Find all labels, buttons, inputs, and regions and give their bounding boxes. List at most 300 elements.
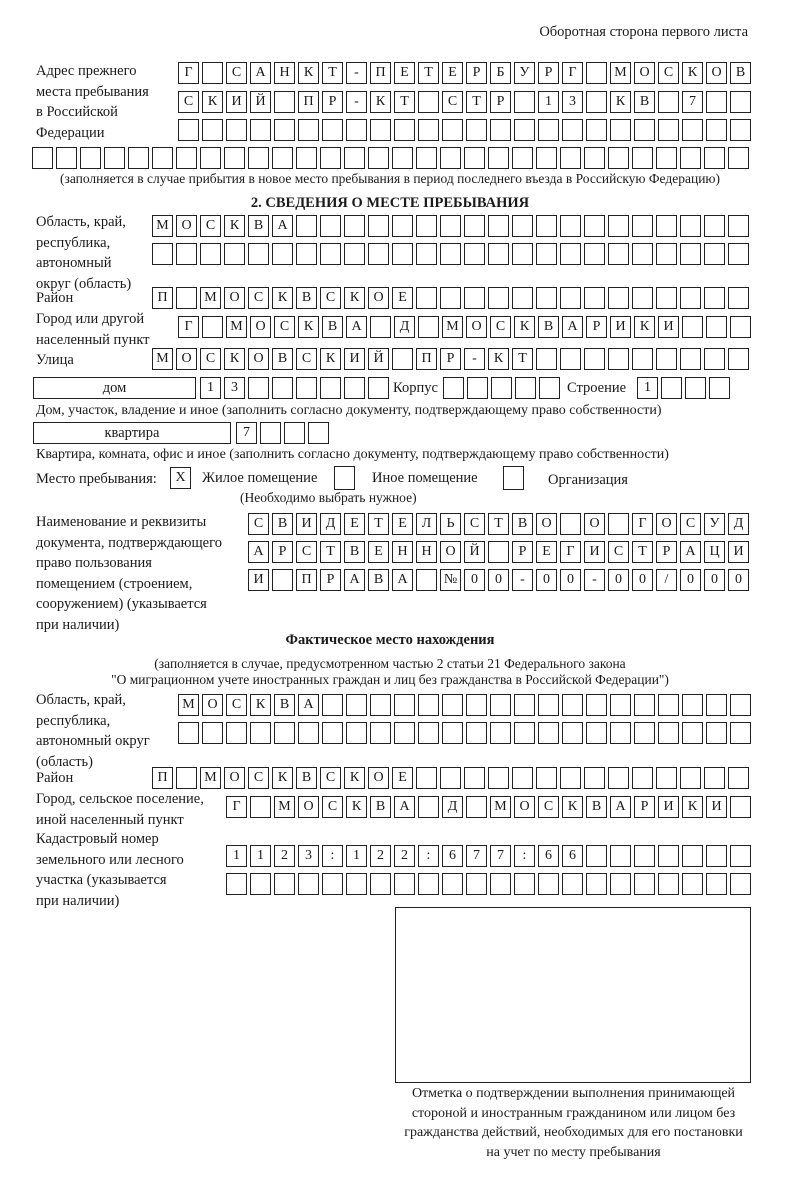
char-cell[interactable]: С <box>226 694 247 716</box>
char-cell[interactable]: А <box>392 569 413 591</box>
char-cell[interactable]: Г <box>178 62 199 84</box>
char-cell[interactable]: Г <box>632 513 653 535</box>
char-cell[interactable] <box>226 873 247 895</box>
char-cell[interactable] <box>704 215 725 237</box>
char-cell[interactable] <box>202 722 223 744</box>
char-cell[interactable] <box>610 873 631 895</box>
char-cell[interactable] <box>370 873 391 895</box>
char-cell[interactable]: 3 <box>562 91 583 113</box>
char-cell[interactable]: М <box>200 767 221 789</box>
char-cell[interactable]: С <box>680 513 701 535</box>
char-cell[interactable] <box>682 694 703 716</box>
char-cell[interactable] <box>560 287 581 309</box>
char-cell[interactable] <box>709 377 730 399</box>
char-cell[interactable] <box>706 91 727 113</box>
char-cell[interactable] <box>394 119 415 141</box>
char-cell[interactable] <box>418 796 439 818</box>
char-cell[interactable] <box>224 243 245 265</box>
char-cell[interactable]: 6 <box>442 845 463 867</box>
char-cell[interactable]: О <box>584 513 605 535</box>
char-cell[interactable]: Й <box>250 91 271 113</box>
char-cell[interactable] <box>488 147 509 169</box>
char-cell[interactable] <box>346 119 367 141</box>
char-cell[interactable] <box>418 91 439 113</box>
char-cell[interactable] <box>560 243 581 265</box>
char-cell[interactable]: 7 <box>236 422 257 444</box>
char-cell[interactable] <box>634 845 655 867</box>
char-cell[interactable]: С <box>320 287 341 309</box>
char-cell[interactable]: Е <box>394 62 415 84</box>
char-cell[interactable] <box>392 348 413 370</box>
char-cell[interactable] <box>416 287 437 309</box>
char-cell[interactable] <box>274 873 295 895</box>
char-cell[interactable] <box>608 348 629 370</box>
char-cell[interactable] <box>272 377 293 399</box>
option-residential-checkbox[interactable]: X <box>170 467 191 489</box>
char-cell[interactable] <box>298 119 319 141</box>
char-cell[interactable] <box>728 215 749 237</box>
char-cell[interactable] <box>610 119 631 141</box>
char-cell[interactable] <box>322 694 343 716</box>
char-cell[interactable]: К <box>202 91 223 113</box>
char-cell[interactable]: 0 <box>464 569 485 591</box>
char-cell[interactable] <box>608 147 629 169</box>
char-cell[interactable] <box>248 147 269 169</box>
char-cell[interactable]: Д <box>394 316 415 338</box>
char-cell[interactable]: Т <box>320 541 341 563</box>
char-cell[interactable] <box>104 147 125 169</box>
char-cell[interactable] <box>250 796 271 818</box>
char-cell[interactable] <box>418 694 439 716</box>
char-cell[interactable] <box>344 147 365 169</box>
char-cell[interactable] <box>488 287 509 309</box>
char-cell[interactable]: Р <box>634 796 655 818</box>
char-cell[interactable] <box>514 91 535 113</box>
char-cell[interactable] <box>656 243 677 265</box>
char-cell[interactable]: Й <box>368 348 389 370</box>
char-cell[interactable]: И <box>706 796 727 818</box>
char-cell[interactable] <box>586 91 607 113</box>
char-cell[interactable] <box>296 377 317 399</box>
char-cell[interactable] <box>202 62 223 84</box>
char-cell[interactable] <box>512 215 533 237</box>
char-cell[interactable]: О <box>176 348 197 370</box>
char-cell[interactable] <box>586 722 607 744</box>
char-cell[interactable] <box>608 215 629 237</box>
char-cell[interactable]: К <box>610 91 631 113</box>
char-cell[interactable]: Е <box>392 287 413 309</box>
char-cell[interactable] <box>608 243 629 265</box>
char-cell[interactable] <box>250 119 271 141</box>
char-cell[interactable]: Е <box>344 513 365 535</box>
char-cell[interactable]: 0 <box>680 569 701 591</box>
char-cell[interactable]: 7 <box>466 845 487 867</box>
char-cell[interactable]: : <box>514 845 535 867</box>
char-cell[interactable] <box>730 91 751 113</box>
char-cell[interactable]: М <box>610 62 631 84</box>
char-cell[interactable] <box>685 377 706 399</box>
option-organization-checkbox[interactable] <box>503 466 524 490</box>
char-cell[interactable]: Д <box>728 513 749 535</box>
char-cell[interactable] <box>440 147 461 169</box>
char-cell[interactable] <box>320 377 341 399</box>
char-cell[interactable] <box>514 722 535 744</box>
char-cell[interactable] <box>658 845 679 867</box>
char-cell[interactable] <box>272 569 293 591</box>
char-cell[interactable]: С <box>248 287 269 309</box>
char-cell[interactable]: О <box>656 513 677 535</box>
char-cell[interactable] <box>394 873 415 895</box>
char-cell[interactable]: А <box>394 796 415 818</box>
char-cell[interactable] <box>368 147 389 169</box>
char-cell[interactable] <box>418 316 439 338</box>
char-cell[interactable]: И <box>658 316 679 338</box>
char-cell[interactable]: Р <box>490 91 511 113</box>
char-cell[interactable]: Е <box>368 541 389 563</box>
char-cell[interactable] <box>658 722 679 744</box>
char-cell[interactable]: О <box>202 694 223 716</box>
char-cell[interactable]: 2 <box>370 845 391 867</box>
char-cell[interactable] <box>394 694 415 716</box>
char-cell[interactable]: С <box>608 541 629 563</box>
char-cell[interactable] <box>274 91 295 113</box>
char-cell[interactable]: Т <box>394 91 415 113</box>
char-cell[interactable] <box>656 767 677 789</box>
char-cell[interactable] <box>658 119 679 141</box>
char-cell[interactable]: - <box>346 62 367 84</box>
char-cell[interactable]: Т <box>632 541 653 563</box>
char-cell[interactable] <box>464 767 485 789</box>
char-cell[interactable]: С <box>658 62 679 84</box>
char-cell[interactable]: Й <box>464 541 485 563</box>
char-cell[interactable]: 1 <box>637 377 658 399</box>
char-cell[interactable] <box>224 147 245 169</box>
char-cell[interactable]: И <box>296 513 317 535</box>
char-cell[interactable] <box>610 845 631 867</box>
char-cell[interactable] <box>80 147 101 169</box>
char-cell[interactable]: В <box>322 316 343 338</box>
char-cell[interactable]: Р <box>512 541 533 563</box>
char-cell[interactable]: О <box>250 316 271 338</box>
char-cell[interactable]: 6 <box>538 845 559 867</box>
char-cell[interactable] <box>536 348 557 370</box>
char-cell[interactable] <box>634 119 655 141</box>
char-cell[interactable] <box>368 215 389 237</box>
char-cell[interactable] <box>560 215 581 237</box>
char-cell[interactable] <box>440 287 461 309</box>
char-cell[interactable] <box>176 243 197 265</box>
char-cell[interactable] <box>706 722 727 744</box>
char-cell[interactable] <box>680 767 701 789</box>
char-cell[interactable]: С <box>248 767 269 789</box>
char-cell[interactable]: Т <box>466 91 487 113</box>
char-cell[interactable] <box>440 243 461 265</box>
char-cell[interactable] <box>392 215 413 237</box>
char-cell[interactable] <box>440 767 461 789</box>
char-cell[interactable] <box>680 348 701 370</box>
char-cell[interactable] <box>706 845 727 867</box>
char-cell[interactable] <box>128 147 149 169</box>
char-cell[interactable]: К <box>250 694 271 716</box>
char-cell[interactable]: С <box>490 316 511 338</box>
char-cell[interactable] <box>514 873 535 895</box>
char-cell[interactable]: К <box>224 215 245 237</box>
char-cell[interactable] <box>490 873 511 895</box>
char-cell[interactable] <box>584 287 605 309</box>
char-cell[interactable] <box>704 243 725 265</box>
char-cell[interactable] <box>442 694 463 716</box>
char-cell[interactable] <box>680 215 701 237</box>
char-cell[interactable] <box>538 119 559 141</box>
char-cell[interactable] <box>176 147 197 169</box>
char-cell[interactable]: Р <box>656 541 677 563</box>
char-cell[interactable]: 2 <box>394 845 415 867</box>
char-cell[interactable] <box>296 147 317 169</box>
char-cell[interactable] <box>538 694 559 716</box>
char-cell[interactable]: А <box>298 694 319 716</box>
char-cell[interactable] <box>346 722 367 744</box>
char-cell[interactable] <box>728 348 749 370</box>
char-cell[interactable] <box>512 243 533 265</box>
char-cell[interactable]: Г <box>226 796 247 818</box>
char-cell[interactable]: А <box>272 215 293 237</box>
char-cell[interactable]: Т <box>418 62 439 84</box>
char-cell[interactable] <box>298 722 319 744</box>
char-cell[interactable] <box>730 119 751 141</box>
char-cell[interactable]: С <box>322 796 343 818</box>
char-cell[interactable] <box>706 873 727 895</box>
char-cell[interactable] <box>515 377 536 399</box>
char-cell[interactable]: 3 <box>224 377 245 399</box>
char-cell[interactable]: Г <box>560 541 581 563</box>
char-cell[interactable] <box>200 243 221 265</box>
char-cell[interactable]: Г <box>178 316 199 338</box>
char-cell[interactable] <box>682 119 703 141</box>
char-cell[interactable] <box>490 694 511 716</box>
char-cell[interactable]: А <box>680 541 701 563</box>
char-cell[interactable] <box>418 722 439 744</box>
char-cell[interactable]: В <box>272 348 293 370</box>
char-cell[interactable] <box>466 796 487 818</box>
char-cell[interactable]: Ь <box>440 513 461 535</box>
char-cell[interactable]: Т <box>322 62 343 84</box>
char-cell[interactable]: В <box>538 316 559 338</box>
char-cell[interactable]: В <box>296 287 317 309</box>
char-cell[interactable] <box>416 147 437 169</box>
char-cell[interactable]: Р <box>320 569 341 591</box>
char-cell[interactable]: М <box>200 287 221 309</box>
char-cell[interactable]: 1 <box>346 845 367 867</box>
char-cell[interactable] <box>728 767 749 789</box>
char-cell[interactable]: : <box>418 845 439 867</box>
char-cell[interactable]: С <box>296 541 317 563</box>
char-cell[interactable]: Е <box>392 513 413 535</box>
char-cell[interactable]: У <box>514 62 535 84</box>
char-cell[interactable] <box>370 694 391 716</box>
char-cell[interactable] <box>320 147 341 169</box>
char-cell[interactable] <box>584 243 605 265</box>
char-cell[interactable]: С <box>296 348 317 370</box>
char-cell[interactable]: К <box>320 348 341 370</box>
char-cell[interactable]: А <box>248 541 269 563</box>
char-cell[interactable] <box>442 119 463 141</box>
char-cell[interactable] <box>728 243 749 265</box>
char-cell[interactable] <box>491 377 512 399</box>
char-cell[interactable] <box>322 873 343 895</box>
char-cell[interactable]: В <box>512 513 533 535</box>
char-cell[interactable]: Р <box>466 62 487 84</box>
char-cell[interactable] <box>560 513 581 535</box>
char-cell[interactable]: А <box>562 316 583 338</box>
char-cell[interactable] <box>248 377 269 399</box>
char-cell[interactable] <box>488 215 509 237</box>
char-cell[interactable]: 7 <box>490 845 511 867</box>
char-cell[interactable] <box>418 119 439 141</box>
char-cell[interactable] <box>464 243 485 265</box>
char-cell[interactable]: 7 <box>682 91 703 113</box>
char-cell[interactable] <box>298 873 319 895</box>
char-cell[interactable]: 0 <box>728 569 749 591</box>
char-cell[interactable] <box>272 147 293 169</box>
char-cell[interactable] <box>512 767 533 789</box>
char-cell[interactable]: О <box>514 796 535 818</box>
char-cell[interactable] <box>536 215 557 237</box>
char-cell[interactable] <box>560 767 581 789</box>
char-cell[interactable]: Р <box>586 316 607 338</box>
char-cell[interactable] <box>322 722 343 744</box>
char-cell[interactable]: И <box>226 91 247 113</box>
char-cell[interactable] <box>562 119 583 141</box>
char-cell[interactable] <box>488 243 509 265</box>
char-cell[interactable]: 2 <box>274 845 295 867</box>
char-cell[interactable] <box>656 287 677 309</box>
char-cell[interactable] <box>274 119 295 141</box>
char-cell[interactable] <box>466 119 487 141</box>
char-cell[interactable] <box>586 694 607 716</box>
char-cell[interactable] <box>464 287 485 309</box>
char-cell[interactable] <box>584 767 605 789</box>
char-cell[interactable] <box>296 215 317 237</box>
char-cell[interactable]: Д <box>320 513 341 535</box>
char-cell[interactable]: Р <box>538 62 559 84</box>
char-cell[interactable] <box>284 422 305 444</box>
char-cell[interactable]: С <box>226 62 247 84</box>
char-cell[interactable]: О <box>466 316 487 338</box>
char-cell[interactable] <box>418 873 439 895</box>
char-cell[interactable] <box>466 873 487 895</box>
char-cell[interactable]: Л <box>416 513 437 535</box>
char-cell[interactable]: Ц <box>704 541 725 563</box>
char-cell[interactable] <box>416 243 437 265</box>
char-cell[interactable] <box>260 422 281 444</box>
char-cell[interactable]: - <box>464 348 485 370</box>
char-cell[interactable] <box>490 722 511 744</box>
house-type-field[interactable]: дом <box>33 377 196 399</box>
char-cell[interactable] <box>704 767 725 789</box>
char-cell[interactable] <box>202 316 223 338</box>
char-cell[interactable] <box>656 348 677 370</box>
char-cell[interactable]: В <box>296 767 317 789</box>
char-cell[interactable]: В <box>730 62 751 84</box>
char-cell[interactable] <box>536 243 557 265</box>
char-cell[interactable] <box>562 722 583 744</box>
char-cell[interactable] <box>560 147 581 169</box>
char-cell[interactable]: Т <box>368 513 389 535</box>
char-cell[interactable]: К <box>634 316 655 338</box>
char-cell[interactable] <box>464 215 485 237</box>
char-cell[interactable]: У <box>704 513 725 535</box>
char-cell[interactable]: Б <box>490 62 511 84</box>
char-cell[interactable] <box>680 243 701 265</box>
char-cell[interactable] <box>226 722 247 744</box>
char-cell[interactable]: П <box>296 569 317 591</box>
char-cell[interactable]: 0 <box>608 569 629 591</box>
char-cell[interactable]: М <box>442 316 463 338</box>
char-cell[interactable]: А <box>250 62 271 84</box>
char-cell[interactable] <box>656 215 677 237</box>
char-cell[interactable] <box>661 377 682 399</box>
char-cell[interactable]: К <box>370 91 391 113</box>
char-cell[interactable]: - <box>346 91 367 113</box>
char-cell[interactable]: Т <box>512 348 533 370</box>
char-cell[interactable]: Т <box>488 513 509 535</box>
char-cell[interactable] <box>632 348 653 370</box>
char-cell[interactable]: С <box>178 91 199 113</box>
char-cell[interactable] <box>416 569 437 591</box>
char-cell[interactable] <box>680 147 701 169</box>
char-cell[interactable] <box>178 722 199 744</box>
char-cell[interactable]: 6 <box>562 845 583 867</box>
char-cell[interactable] <box>176 287 197 309</box>
char-cell[interactable]: А <box>346 316 367 338</box>
char-cell[interactable] <box>706 694 727 716</box>
char-cell[interactable] <box>466 694 487 716</box>
char-cell[interactable] <box>632 243 653 265</box>
char-cell[interactable]: В <box>634 91 655 113</box>
char-cell[interactable] <box>346 694 367 716</box>
char-cell[interactable] <box>514 119 535 141</box>
char-cell[interactable] <box>562 873 583 895</box>
char-cell[interactable]: С <box>442 91 463 113</box>
char-cell[interactable] <box>488 541 509 563</box>
char-cell[interactable]: П <box>298 91 319 113</box>
char-cell[interactable] <box>730 694 751 716</box>
char-cell[interactable] <box>467 377 488 399</box>
char-cell[interactable] <box>634 694 655 716</box>
char-cell[interactable]: 0 <box>536 569 557 591</box>
char-cell[interactable]: В <box>272 513 293 535</box>
char-cell[interactable]: Н <box>274 62 295 84</box>
char-cell[interactable]: О <box>440 541 461 563</box>
char-cell[interactable]: В <box>370 796 391 818</box>
char-cell[interactable]: О <box>176 215 197 237</box>
char-cell[interactable]: С <box>248 513 269 535</box>
char-cell[interactable]: М <box>226 316 247 338</box>
char-cell[interactable]: К <box>682 62 703 84</box>
char-cell[interactable] <box>632 767 653 789</box>
char-cell[interactable] <box>346 873 367 895</box>
char-cell[interactable]: М <box>152 215 173 237</box>
char-cell[interactable] <box>442 873 463 895</box>
char-cell[interactable]: К <box>682 796 703 818</box>
char-cell[interactable] <box>656 147 677 169</box>
char-cell[interactable] <box>490 119 511 141</box>
char-cell[interactable] <box>730 316 751 338</box>
char-cell[interactable]: О <box>224 287 245 309</box>
char-cell[interactable] <box>632 147 653 169</box>
char-cell[interactable] <box>368 377 389 399</box>
char-cell[interactable] <box>539 377 560 399</box>
